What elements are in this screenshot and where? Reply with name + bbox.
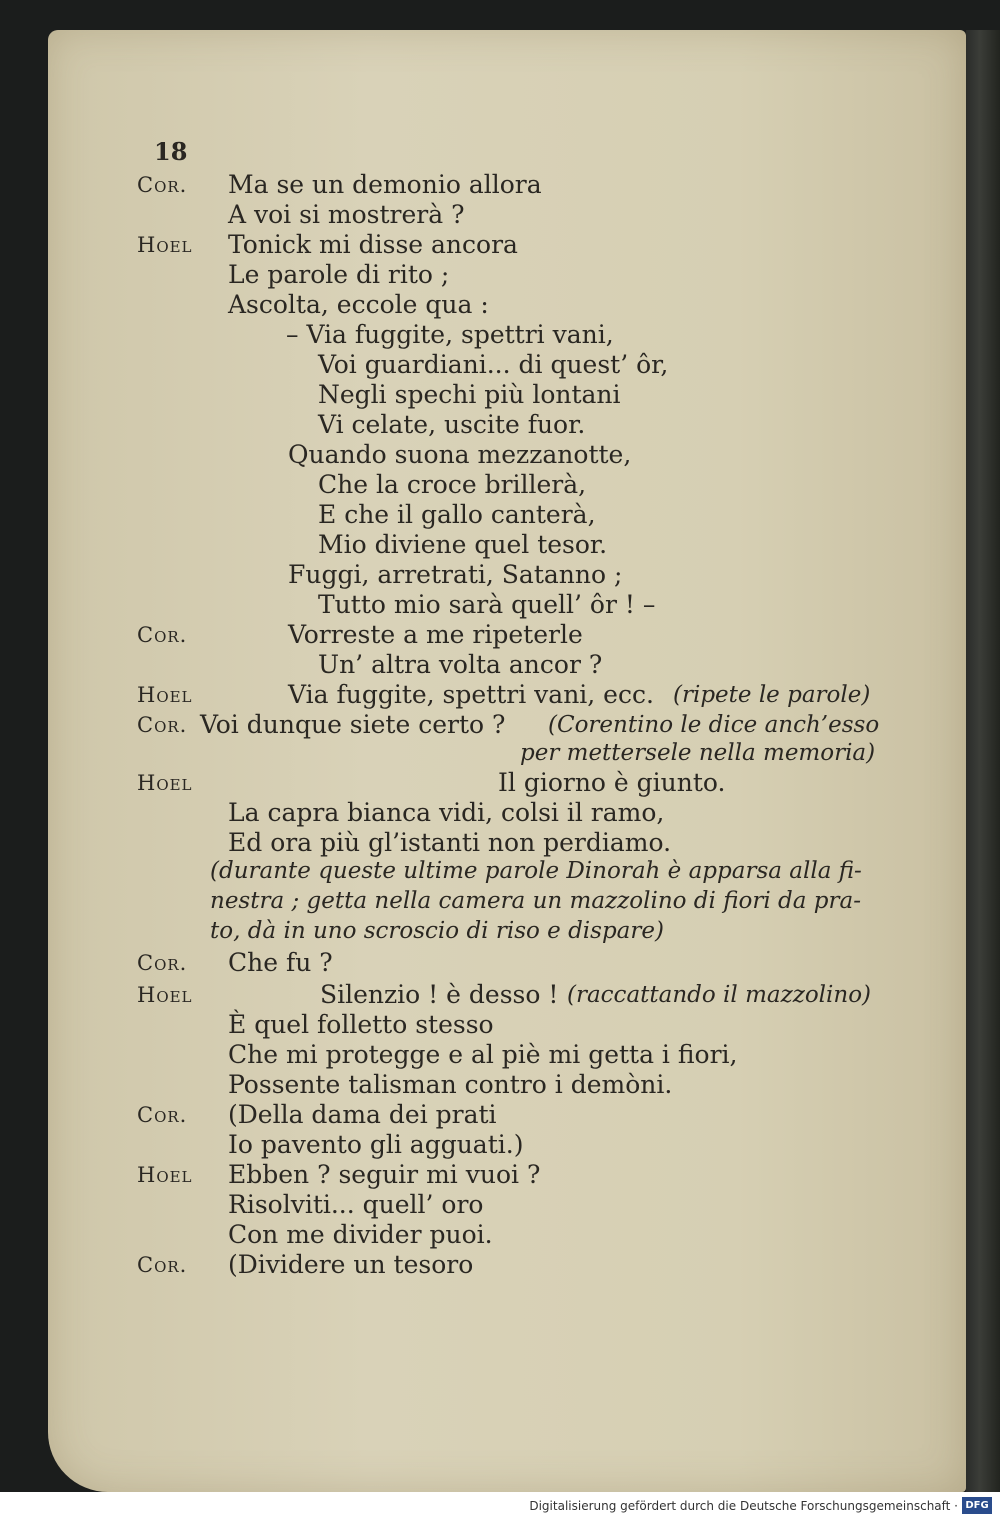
speaker-label: Hoel: [137, 983, 193, 1007]
speaker-label: Cor.: [137, 951, 188, 975]
verse-line: Ed ora più gl’istanti non perdiamo.: [228, 828, 672, 857]
speaker-label: Cor.: [137, 1253, 188, 1277]
stage-direction: (raccattando il mazzolino): [567, 982, 872, 1008]
verse-line: Voi guardiani... di quest’ ôr,: [318, 350, 669, 379]
dfg-logo-icon: DFG: [962, 1497, 992, 1514]
verse-line: Tutto mio sarà quell’ ôr ! –: [318, 590, 656, 619]
verse-line: (Della dama dei prati: [228, 1100, 497, 1129]
verse-line: Io pavento gli agguati.): [228, 1130, 524, 1159]
verse-line: Ma se un demonio allora: [228, 170, 542, 199]
speaker-label: Hoel: [137, 683, 193, 707]
verse-line: Vi celate, uscite fuor.: [318, 410, 586, 439]
verse-line: Mio diviene quel tesor.: [318, 530, 608, 559]
speaker-label: Cor.: [137, 623, 188, 647]
stage-direction: nestra ; getta nella camera un mazzolino di fiori da pra-: [210, 888, 861, 914]
speaker-label: Hoel: [137, 1163, 193, 1187]
verse-line: Con me divider puoi.: [228, 1220, 493, 1249]
verse-line: Via fuggite, spettri vani, ecc.: [288, 680, 654, 709]
verse-line: È quel folletto stesso: [228, 1010, 494, 1039]
verse-line: – Via fuggite, spettri vani,: [286, 320, 614, 349]
page-number: 18: [154, 137, 188, 166]
verse-line: Silenzio ! è desso !: [320, 980, 559, 1009]
verse-line: Il giorno è giunto.: [498, 768, 726, 797]
verse-line: Che la croce brillerà,: [318, 470, 587, 499]
verse-line: Tonick mi disse ancora: [228, 230, 518, 259]
speaker-label: Hoel: [137, 771, 193, 795]
stage-direction: (durante queste ultime parole Dinorah è apparsa alla fi-: [210, 858, 862, 884]
book-spine: [966, 30, 1000, 1492]
verse-line: A voi si mostrerà ?: [228, 200, 465, 229]
verse-line: Fuggi, arretrati, Satanno ;: [288, 560, 623, 589]
speaker-label: Hoel: [137, 233, 193, 257]
verse-line: Voi dunque siete certo ?: [200, 710, 506, 739]
speaker-label: Cor.: [137, 173, 188, 197]
verse-line: Quando suona mezzanotte,: [288, 440, 632, 469]
stage-direction: to, dà in uno scroscio di riso e dispare): [210, 918, 664, 944]
verse-line: Risolviti... quell’ oro: [228, 1190, 484, 1219]
verse-line: (Dividere un tesoro: [228, 1250, 474, 1279]
footer-credit: Digitalisierung gefördert durch die Deutsche Forschungsgemeinschaft ·: [529, 1499, 958, 1513]
stage-direction: (Corentino le dice anch’esso: [548, 712, 880, 738]
verse-line: La capra bianca vidi, colsi il ramo,: [228, 798, 665, 827]
verse-line: Ascolta, eccole qua :: [228, 290, 489, 319]
stage-direction: per mettersele nella memoria): [520, 740, 876, 766]
verse-line: Un’ altra volta ancor ?: [318, 650, 603, 679]
verse-line: Che mi protegge e al piè mi getta i fiori,: [228, 1040, 738, 1069]
digitization-footer: [0, 1492, 1000, 1520]
verse-line: Ebben ? seguir mi vuoi ?: [228, 1160, 541, 1189]
verse-line: Possente talisman contro i demòni.: [228, 1070, 673, 1099]
stage-direction: (ripete le parole): [673, 682, 871, 708]
verse-line: Le parole di rito ;: [228, 260, 450, 289]
verse-line: Che fu ?: [228, 948, 333, 977]
verse-line: E che il gallo canterà,: [318, 500, 596, 529]
verse-line: Negli spechi più lontani: [318, 380, 621, 409]
verse-line: Vorreste a me ripeterle: [288, 620, 583, 649]
speaker-label: Cor.: [137, 713, 188, 737]
speaker-label: Cor.: [137, 1103, 188, 1127]
